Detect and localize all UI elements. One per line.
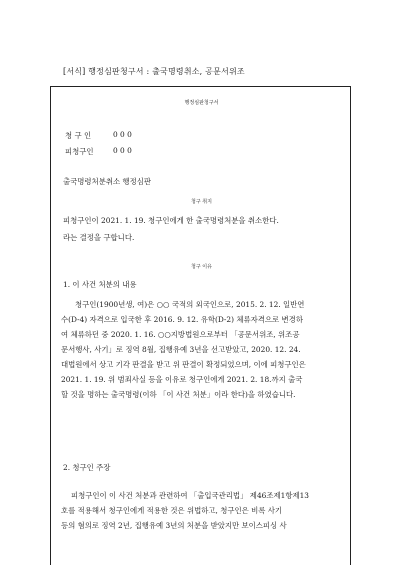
purpose-line-2: 라는 결정을 구합니다. (63, 233, 135, 242)
section2-paragraph (61, 488, 340, 533)
claimant-name: 0 0 0 (113, 130, 132, 139)
section1-line: 대법원에서 상고 기각 판결을 받고 위 판결이 확정되었으며, 이에 피청구인은 (61, 360, 306, 369)
purpose-heading: 청구 취지 (191, 199, 212, 205)
respondent-label: 피청구인 (65, 147, 94, 156)
purpose-line-1: 피청구인이 2021. 1. 19. 청구인에게 한 출국명령처분을 취소한다. (63, 216, 279, 225)
section2-line: 등의 혐의로 징역 2년, 집행유예 3년의 처분을 받았지만 보이스피싱 사 (61, 521, 287, 530)
section1-heading: 1. 이 사건 처분의 내용 (63, 280, 137, 289)
section1-line: 문서행사, 사기」로 징역 8월, 집행유예 3년을 선고받았고, 2020. 12. 24. (61, 345, 301, 354)
respondent-name: 0 0 0 (113, 146, 132, 155)
document-caption: [서식] 행정심판청구서 : 출국명령취소, 공문서위조 (63, 67, 245, 76)
section1-line: 할 것을 명하는 출국명령(이하 「이 사건 처분」이라 한다)을 하였습니다. (61, 390, 296, 399)
section2-line: 호를 적용해서 청구인에게 적용한 것은 위법하고, 청구인은 비록 사기 (61, 506, 283, 515)
section2-heading: 2. 청구인 주장 (63, 463, 111, 472)
section1-paragraph (61, 297, 340, 402)
section1-line: 청구인(1900년생, 여)은 ○○ 국적의 외국인으로, 2015. 2. 12. 일반연 (75, 300, 305, 309)
petition-form (50, 86, 351, 565)
section1-line: 여 체류하던 중 2020. 1. 16. ○○지방법원으로부터 「공문서위조, 위조공 (61, 330, 300, 339)
case-name: 출국명령처분취소 행정심판 (63, 177, 152, 186)
claimant-label: 청 구 인 (65, 131, 92, 140)
reason-heading: 청구 이유 (191, 264, 212, 270)
section1-line: 수(D-4) 자격으로 입국한 후 2016. 9. 12. 유학(D-2) 체류자격으로 변경하 (61, 315, 303, 324)
section1-line: 2021. 1. 19. 위 범죄사실 등을 이유로 청구인에게 2021. 2. 18.까지 출국 (61, 375, 303, 384)
form-title: 행정심판청구서 (184, 100, 219, 106)
section2-line: 피청구인이 이 사건 처분과 관련하여 「출입국관리법」 제46조제1항제13 (71, 491, 310, 500)
